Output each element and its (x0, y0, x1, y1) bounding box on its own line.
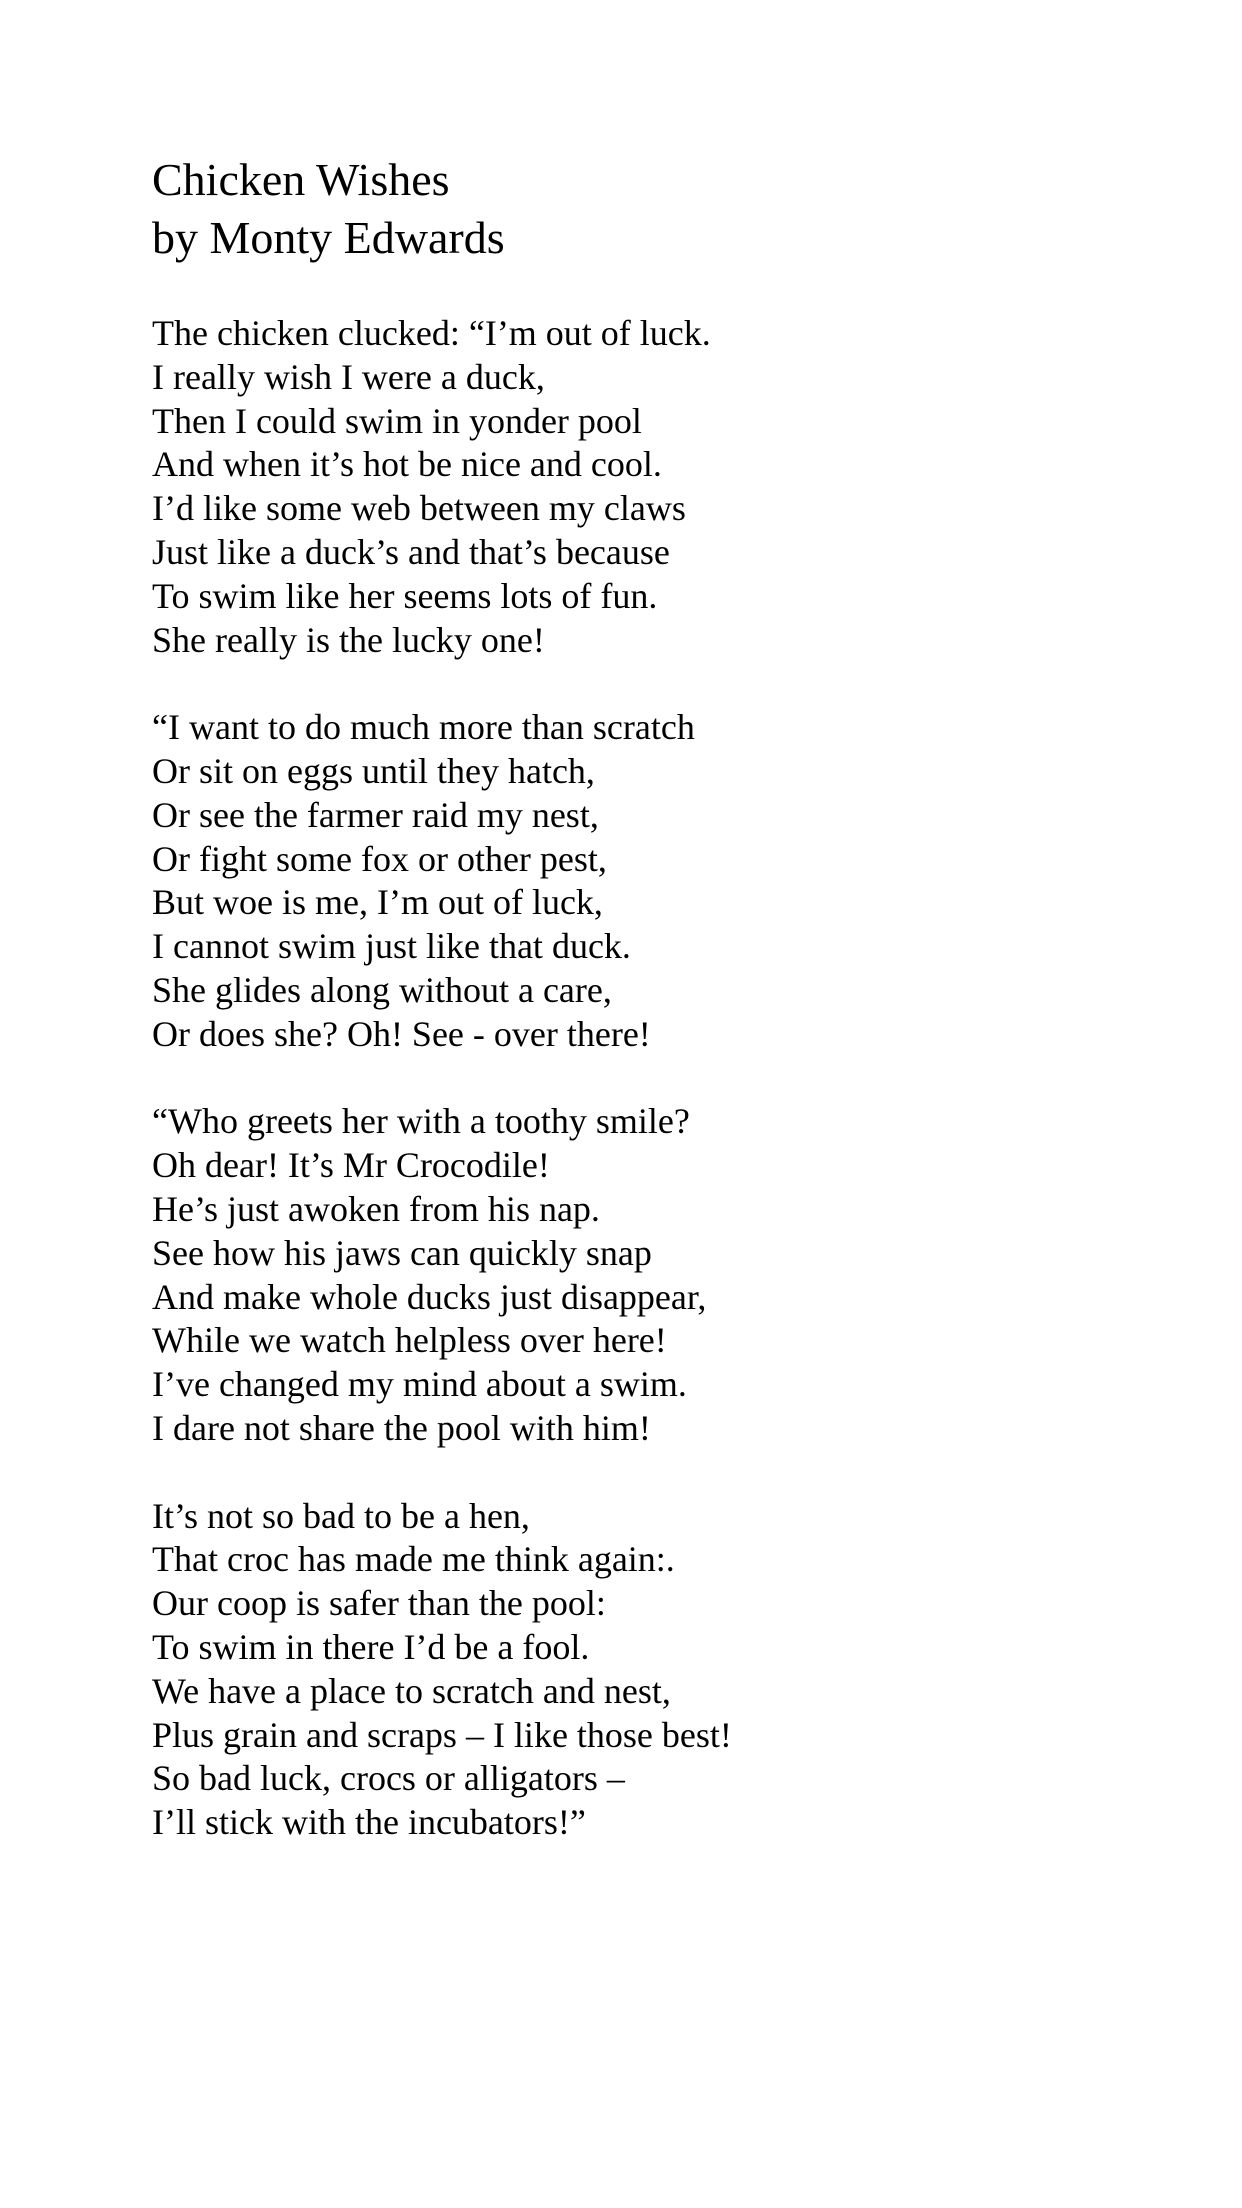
poem-line: Or does she? Oh! See - over there! (152, 1013, 651, 1054)
poem-line: She really is the lucky one! (152, 619, 545, 660)
poem-line: I’d like some web between my claws (152, 488, 686, 529)
poem-line: To swim in there I’d be a fool. (152, 1626, 590, 1667)
poem-line: The chicken clucked: “I’m out of luck. (152, 313, 711, 353)
poem-line: And make whole ducks just disappear, (152, 1276, 707, 1317)
poem-line: She glides along without a care, (152, 969, 612, 1010)
poem-body (152, 312, 1152, 1845)
poem-line: While we watch helpless over here! (152, 1320, 667, 1361)
poem-line: See how his jaws can quickly snap (152, 1232, 652, 1273)
poem-line: Or see the farmer raid my nest, (152, 794, 599, 835)
poem-line: So bad luck, crocs or alligators – (152, 1758, 625, 1799)
poem-line: “Who greets her with a toothy smile? (152, 1101, 690, 1142)
poem-line: He’s just awoken from his nap. (152, 1188, 600, 1229)
stanza-2 (152, 706, 1152, 1056)
poem-line: Or fight some fox or other pest, (152, 838, 607, 879)
stanza-3 (152, 1100, 1152, 1450)
poem-line: Oh dear! It’s Mr Crocodile! (152, 1145, 550, 1186)
poem-line: Plus grain and scraps – I like those best! (152, 1714, 732, 1755)
poem-line: And when it’s hot be nice and cool. (152, 444, 662, 485)
poem-line: Our coop is safer than the pool: (152, 1583, 606, 1624)
poem-line: That croc has made me think again:. (152, 1539, 675, 1580)
poem-line: But woe is me, I’m out of luck, (152, 882, 603, 923)
poem-title: Chicken Wishes (152, 154, 450, 205)
poem-line: I’ll stick with the incubators!” (152, 1802, 586, 1843)
poem-header (152, 151, 1152, 267)
poem-line: It’s not so bad to be a hen, (152, 1495, 530, 1536)
poem-line: I really wish I were a duck, (152, 356, 545, 397)
poem-line: Then I could swim in yonder pool (152, 400, 642, 441)
poem-line: Or sit on eggs until they hatch, (152, 750, 595, 791)
poem-line: I’ve changed my mind about a swim. (152, 1364, 687, 1405)
document-page (152, 151, 1152, 1845)
poem-line: We have a place to scratch and nest, (152, 1670, 671, 1711)
poem-line: “I want to do much more than scratch (152, 707, 695, 748)
poem-line: To swim like her seems lots of fun. (152, 575, 658, 616)
stanza-1 (152, 312, 1152, 662)
poem-line: I cannot swim just like that duck. (152, 926, 631, 967)
poem-line: I dare not share the pool with him! (152, 1407, 651, 1448)
poem-author: by Monty Edwards (152, 212, 505, 263)
stanza-4 (152, 1495, 1152, 1845)
poem-line: Just like a duck’s and that’s because (152, 531, 670, 572)
